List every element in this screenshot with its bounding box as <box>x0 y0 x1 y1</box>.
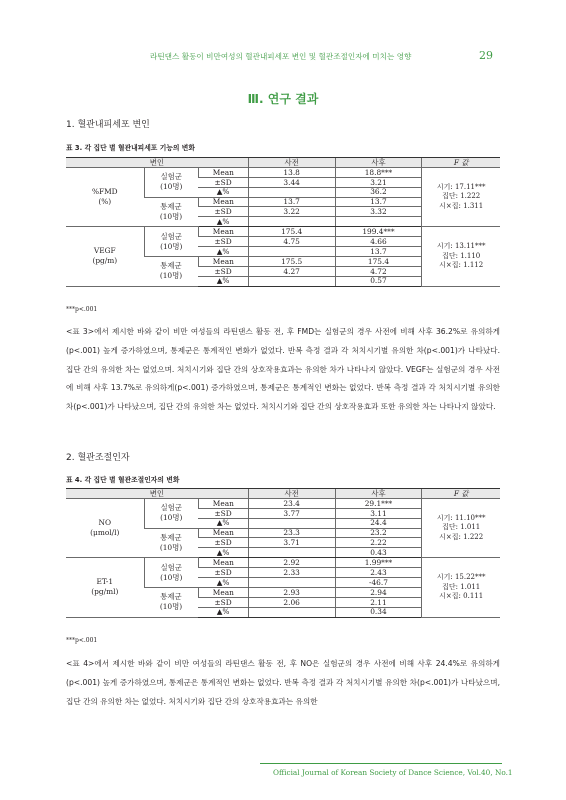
value-cell: 2.43 <box>335 568 422 578</box>
group-cell: 실험군 (10명) <box>144 227 198 257</box>
value-cell: 175.4 <box>335 256 422 266</box>
stat-label-cell: ▲% <box>198 578 248 588</box>
footer-journal: Official Journal of Korean Society of Dance Science, Vol.40, No.1 <box>273 768 513 777</box>
value-cell <box>248 518 335 528</box>
value-cell <box>335 217 422 227</box>
variable-cell: NO (μmol/l) <box>66 498 144 557</box>
group-cell: 실험군 (10명) <box>144 498 198 528</box>
value-cell: 23.3 <box>248 528 335 538</box>
group-cell: 통제군 (10명) <box>144 528 198 558</box>
value-cell: 2.06 <box>248 597 335 607</box>
value-cell: 2.11 <box>335 597 422 607</box>
stat-label-cell: ▲% <box>198 187 248 197</box>
column-header: 사후 <box>335 489 422 499</box>
running-title: 라틴댄스 활동이 비만여성의 혈관내피세포 변인 및 혈관조절인자에 미치는 영향 <box>150 52 412 61</box>
stat-label-cell: ±SD <box>198 538 248 548</box>
value-cell: 36.2 <box>335 187 422 197</box>
table-row <box>66 498 500 508</box>
value-cell: 13.7 <box>248 197 335 207</box>
value-cell: 3.77 <box>248 508 335 518</box>
table-row <box>66 227 500 237</box>
value-cell: 18.8*** <box>335 167 422 177</box>
value-cell: 2.92 <box>248 558 335 568</box>
f-value-cell: 시기: 13.11*** 집단: 1.110 시×집: 1.112 <box>422 227 500 286</box>
value-cell: 2.94 <box>335 587 422 597</box>
value-cell: 3.71 <box>248 538 335 548</box>
value-cell: 13.7 <box>335 197 422 207</box>
value-cell: 24.4 <box>335 518 422 528</box>
group-cell: 실험군 (10명) <box>144 558 198 588</box>
table-4-caption: 표 4. 각 집단 별 혈관조절인자의 변화 <box>66 476 180 484</box>
value-cell: 4.66 <box>335 237 422 247</box>
stat-label-cell: ±SD <box>198 568 248 578</box>
table-3-footnote: ***p<.001 <box>66 306 98 313</box>
paragraph-table-4: <표 4>에서 제시한 바와 같이 비만 여성들의 라틴댄스 활동 전, 후 NO은 실험군의 경우 사전에 비해 사후 24.4%로 유의하게(p<.001) 높게 증가하였으며, 통제군은 통계적인 변화는 없었다. 반복 측정 결과 각 처치시기별 유의한 차(p<.001)가 나타났으며, 집단 간의 유의한 차는 없었다. 처치시기와 집단 간의 상호작용효과는 유의한 <box>66 659 500 706</box>
column-header: F 값 <box>422 158 500 168</box>
f-value-cell: 시기: 17.11*** 집단: 1.222 시×집: 1.311 <box>422 167 500 226</box>
f-value-cell: 시기: 11.10*** 집단: 1.011 시×집: 1.222 <box>422 498 500 557</box>
group-cell: 통제군 (10명) <box>144 587 198 617</box>
variable-cell: VEGF (pg/m) <box>66 227 144 286</box>
table-3 <box>66 157 500 287</box>
value-cell <box>248 548 335 558</box>
section-heading: Ⅲ. 연구 결과 <box>247 92 319 106</box>
table-3-caption: 표 3. 각 집단 별 혈관내피세포 기능의 변화 <box>66 144 195 152</box>
stat-label-cell: Mean <box>198 256 248 266</box>
stat-label-cell: ▲% <box>198 247 248 257</box>
value-cell: 13.8 <box>248 167 335 177</box>
footer-rule <box>260 763 502 764</box>
stat-label-cell: ±SD <box>198 266 248 276</box>
group-cell: 실험군 (10명) <box>144 167 198 197</box>
value-cell: 199.4*** <box>335 227 422 237</box>
value-cell <box>248 247 335 257</box>
stat-label-cell: Mean <box>198 587 248 597</box>
stat-label-cell: ±SD <box>198 508 248 518</box>
table-4-footnote: ***p<.001 <box>66 637 98 644</box>
table-header-row <box>66 489 500 499</box>
value-cell: 2.33 <box>248 568 335 578</box>
subsection-heading-1: 1. 혈관내피세포 변인 <box>66 120 150 130</box>
value-cell <box>248 578 335 588</box>
value-cell: -46.7 <box>335 578 422 588</box>
value-cell: 23.2 <box>335 528 422 538</box>
stat-label-cell: ±SD <box>198 177 248 187</box>
stat-label-cell: ▲% <box>198 217 248 227</box>
value-cell: 2.93 <box>248 587 335 597</box>
table-header-row <box>66 158 500 168</box>
value-cell: 3.21 <box>335 177 422 187</box>
value-cell <box>248 276 335 286</box>
page-number: 29 <box>479 49 493 62</box>
value-cell: 3.22 <box>248 207 335 217</box>
variable-cell: %FMD (%) <box>66 167 144 226</box>
column-header: F 값 <box>422 489 500 499</box>
value-cell: 3.11 <box>335 508 422 518</box>
value-cell: 4.72 <box>335 266 422 276</box>
value-cell: 23.4 <box>248 498 335 508</box>
column-header: 변인 <box>66 158 248 168</box>
stat-label-cell: ▲% <box>198 276 248 286</box>
value-cell: 2.22 <box>335 538 422 548</box>
value-cell: 4.27 <box>248 266 335 276</box>
stat-label-cell: Mean <box>198 498 248 508</box>
value-cell <box>248 217 335 227</box>
value-cell: 4.75 <box>248 237 335 247</box>
column-header: 사후 <box>335 158 422 168</box>
value-cell: 0.43 <box>335 548 422 558</box>
stat-label-cell: Mean <box>198 197 248 207</box>
value-cell: 0.34 <box>335 607 422 617</box>
table-row <box>66 167 500 177</box>
value-cell: 175.4 <box>248 227 335 237</box>
stat-label-cell: Mean <box>198 227 248 237</box>
column-header: 사전 <box>248 158 335 168</box>
stat-label-cell: ±SD <box>198 207 248 217</box>
value-cell: 3.32 <box>335 207 422 217</box>
stat-label-cell: ±SD <box>198 597 248 607</box>
stat-label-cell: Mean <box>198 558 248 568</box>
stat-label-cell: ▲% <box>198 518 248 528</box>
value-cell: 1.99*** <box>335 558 422 568</box>
stat-label-cell: Mean <box>198 528 248 538</box>
stat-label-cell: ±SD <box>198 237 248 247</box>
subsection-heading-2: 2. 혈관조절인자 <box>66 453 130 463</box>
stat-label-cell: Mean <box>198 167 248 177</box>
paragraph-table-3: <표 3>에서 제시한 바와 같이 비만 여성들의 라틴댄스 활동 전, 후 FMD는 실험군의 경우 사전에 비해 사후 36.2%로 유의하게(p<.001) 높게 증가하였으며, 통제군은 통계적인 변화가 없었다. 반복 측정 결과 각 처치시기별 유의한 차(p<.001)가 나타났다. 집단 간의 유의한 차는 없었으며. 처치시기와 집단 간의 상호작용효과는 유의한 차가 나타나지 않았다. VEGF는 실험군의 경우 사전에 비해 사후 13.7%로 유의하게(p<.001) 증가하였으며, 통제군은 통계적인 변화는 없었다. 반복 측정 결과 각 처치시기별 유의한 차(p<.001)가 나타났으며, 집단 간의 유의한 차는 없었다. 처치시기와 집단 간의 상호작용효과 또한 유의한 차는 나타나지 않았다. <box>66 327 500 412</box>
column-header: 사전 <box>248 489 335 499</box>
stat-label-cell: ▲% <box>198 548 248 558</box>
value-cell: 13.7 <box>335 247 422 257</box>
value-cell <box>248 607 335 617</box>
variable-cell: ET-1 (pg/ml) <box>66 558 144 617</box>
stat-label-cell: ▲% <box>198 607 248 617</box>
value-cell: 175.5 <box>248 256 335 266</box>
table-row <box>66 558 500 568</box>
column-header: 변인 <box>66 489 248 499</box>
value-cell <box>248 187 335 197</box>
value-cell: 29.1*** <box>335 498 422 508</box>
group-cell: 통제군 (10명) <box>144 197 198 227</box>
f-value-cell: 시기: 15.22*** 집단: 1.011 시×집: 0.111 <box>422 558 500 617</box>
value-cell: 3.44 <box>248 177 335 187</box>
value-cell: 0.57 <box>335 276 422 286</box>
group-cell: 통제군 (10명) <box>144 256 198 286</box>
table-4 <box>66 488 500 618</box>
